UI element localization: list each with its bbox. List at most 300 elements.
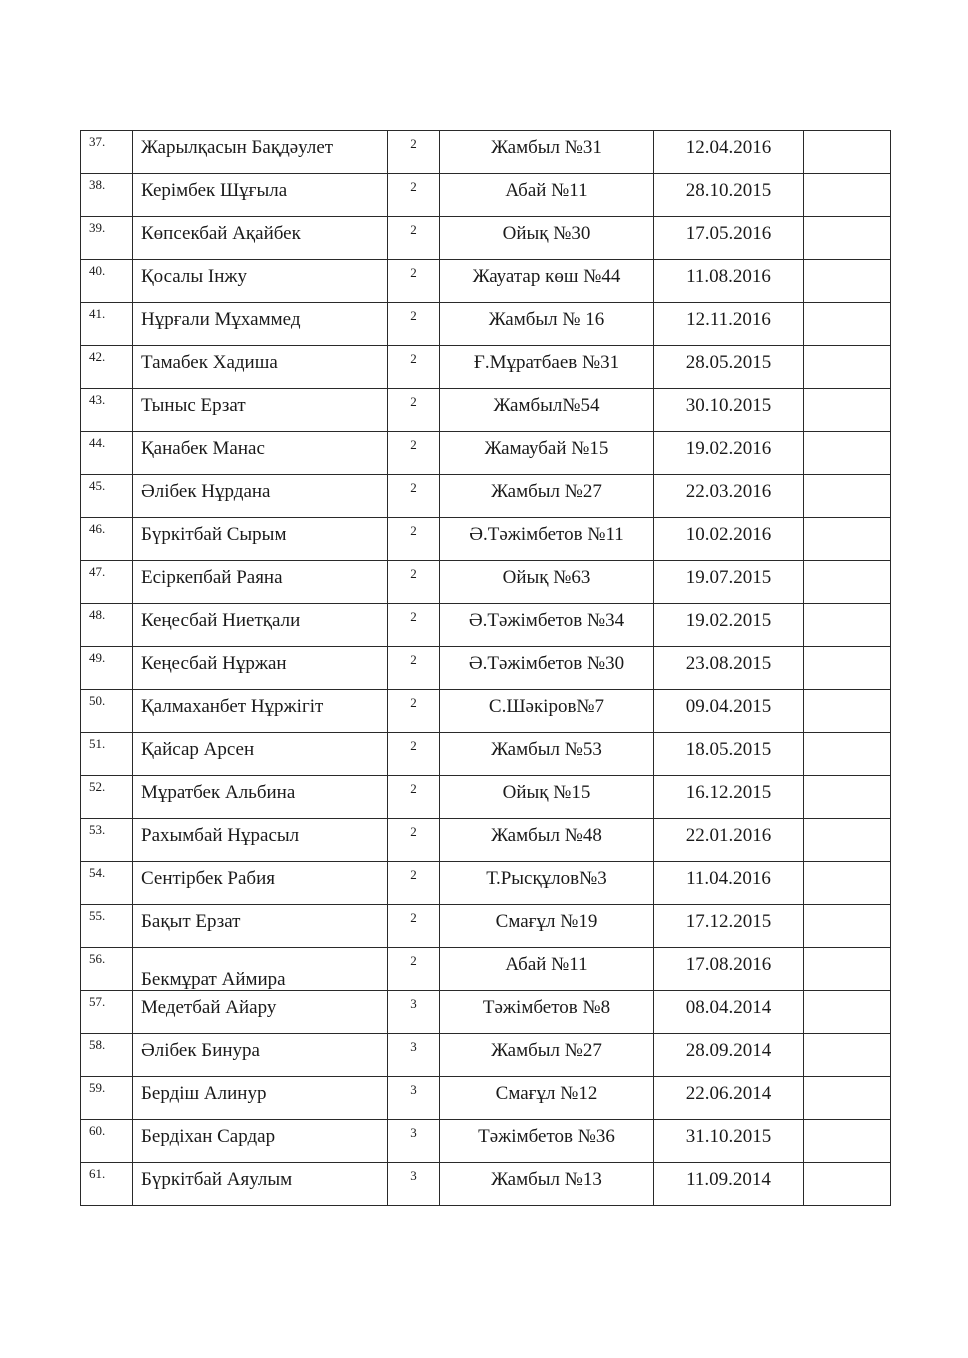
address-cell: С.Шәкіров№7 xyxy=(488,696,605,717)
table-row xyxy=(81,776,891,819)
student-name: Кеңесбай Ниетқали xyxy=(141,610,301,631)
empty-cell xyxy=(804,561,891,604)
address-cell-container xyxy=(440,561,654,604)
row-number-container xyxy=(81,819,133,862)
birth-date-cell-container xyxy=(654,690,804,733)
row-number: 53. xyxy=(89,822,106,837)
grade-cell: 2 xyxy=(410,480,417,495)
address-cell: Ойық №30 xyxy=(502,223,591,244)
address-cell-container xyxy=(440,1034,654,1077)
address-cell: Тәжімбетов №8 xyxy=(482,997,611,1018)
birth-date-cell: 11.04.2016 xyxy=(686,868,771,889)
address-cell: Жамбыл№54 xyxy=(493,395,600,416)
student-name-container xyxy=(133,647,388,690)
student-name: Бердіш Алинур xyxy=(141,1083,267,1104)
birth-date-cell: 11.08.2016 xyxy=(686,266,771,287)
address-cell-container xyxy=(440,260,654,303)
birth-date-cell-container xyxy=(654,1163,804,1206)
row-number: 52. xyxy=(89,779,106,794)
row-number: 39. xyxy=(89,220,106,235)
student-name-container xyxy=(133,1034,388,1077)
address-cell-container xyxy=(440,604,654,647)
student-name: Рахымбай Нұрасыл xyxy=(141,825,300,846)
row-number: 38. xyxy=(89,177,106,192)
birth-date-cell-container xyxy=(654,819,804,862)
address-cell-container xyxy=(440,1120,654,1163)
address-cell-container xyxy=(440,991,654,1034)
grade-cell-container xyxy=(388,518,440,561)
table-row xyxy=(81,346,891,389)
empty-cell xyxy=(804,1034,891,1077)
birth-date-cell-container xyxy=(654,1034,804,1077)
address-cell: Ә.Тәжімбетов №34 xyxy=(468,610,625,631)
table-row xyxy=(81,948,891,991)
document-page xyxy=(80,130,886,1206)
address-cell-container xyxy=(440,690,654,733)
address-cell: Тәжімбетов №36 xyxy=(478,1126,615,1147)
grade-cell-container xyxy=(388,905,440,948)
grade-cell: 2 xyxy=(410,652,417,667)
birth-date-cell-container xyxy=(654,561,804,604)
student-name: Есіркепбай Раяна xyxy=(141,567,283,588)
empty-cell xyxy=(804,819,891,862)
address-cell-container xyxy=(440,346,654,389)
table-row xyxy=(81,905,891,948)
empty-cell xyxy=(804,303,891,346)
birth-date-cell-container xyxy=(654,991,804,1034)
row-number-container xyxy=(81,776,133,819)
address-cell: Ойық №63 xyxy=(502,567,591,588)
student-name-container xyxy=(133,604,388,647)
birth-date-cell: 28.05.2015 xyxy=(685,352,772,373)
empty-cell xyxy=(804,174,891,217)
row-number: 48. xyxy=(89,607,106,622)
address-cell: Абай №11 xyxy=(505,954,588,975)
row-number: 58. xyxy=(89,1037,106,1052)
empty-cell xyxy=(804,905,891,948)
empty-cell xyxy=(804,389,891,432)
grade-cell: 2 xyxy=(410,867,417,882)
row-number-container xyxy=(81,303,133,346)
birth-date-cell-container xyxy=(654,948,804,991)
address-cell-container xyxy=(440,1163,654,1206)
student-name: Медетбай Айару xyxy=(141,997,277,1018)
birth-date-cell-container xyxy=(654,518,804,561)
address-cell-container xyxy=(440,948,654,991)
grade-cell: 2 xyxy=(410,738,417,753)
grade-cell: 2 xyxy=(410,523,417,538)
grade-cell-container xyxy=(388,303,440,346)
address-cell-container xyxy=(440,174,654,217)
row-number-container xyxy=(81,1034,133,1077)
address-cell: Смағұл №19 xyxy=(495,911,598,932)
birth-date-cell: 19.07.2015 xyxy=(685,567,772,588)
address-cell-container xyxy=(440,905,654,948)
birth-date-cell: 22.01.2016 xyxy=(685,825,772,846)
grade-cell: 2 xyxy=(410,824,417,839)
grade-cell: 2 xyxy=(410,351,417,366)
student-name-container xyxy=(133,561,388,604)
birth-date-cell: 12.04.2016 xyxy=(685,137,772,158)
address-cell: Смағұл №12 xyxy=(495,1083,598,1104)
table-row xyxy=(81,217,891,260)
table-row xyxy=(81,1120,891,1163)
birth-date-cell: 22.03.2016 xyxy=(685,481,772,502)
grade-cell-container xyxy=(388,948,440,991)
grade-cell-container xyxy=(388,1120,440,1163)
empty-cell xyxy=(804,991,891,1034)
row-number-container xyxy=(81,1077,133,1120)
birth-date-cell: 23.08.2015 xyxy=(685,653,772,674)
row-number-container xyxy=(81,432,133,475)
row-number: 42. xyxy=(89,349,106,364)
table-row xyxy=(81,1077,891,1120)
student-name-container xyxy=(133,518,388,561)
birth-date-cell-container xyxy=(654,475,804,518)
student-name: Нұрғали Мұхаммед xyxy=(141,309,301,330)
address-cell: Жамбыл №53 xyxy=(491,739,602,760)
empty-cell xyxy=(804,260,891,303)
grade-cell: 2 xyxy=(410,308,417,323)
row-number: 61. xyxy=(89,1166,106,1181)
student-name: Бекмұрат Аймира xyxy=(141,969,286,990)
address-cell: Ә.Тәжімбетов №30 xyxy=(468,653,625,674)
row-number-container xyxy=(81,1120,133,1163)
empty-cell xyxy=(804,518,891,561)
student-name: Әлібек Бинура xyxy=(141,1040,260,1061)
row-number-container xyxy=(81,690,133,733)
table-row xyxy=(81,733,891,776)
row-number-container xyxy=(81,346,133,389)
table-row xyxy=(81,432,891,475)
table-row xyxy=(81,690,891,733)
address-cell-container xyxy=(440,303,654,346)
birth-date-cell: 28.09.2014 xyxy=(685,1040,772,1061)
student-name: Әлібек Нұрдана xyxy=(141,481,271,502)
birth-date-cell-container xyxy=(654,647,804,690)
row-number: 37. xyxy=(89,134,106,149)
address-cell: Жамбыл №27 xyxy=(491,481,602,502)
empty-cell xyxy=(804,862,891,905)
table-row xyxy=(81,174,891,217)
student-name-container xyxy=(133,131,388,174)
birth-date-cell-container xyxy=(654,905,804,948)
birth-date-cell: 08.04.2014 xyxy=(685,997,772,1018)
birth-date-cell-container xyxy=(654,174,804,217)
row-number: 43. xyxy=(89,392,106,407)
row-number-container xyxy=(81,475,133,518)
row-number-container xyxy=(81,604,133,647)
address-cell-container xyxy=(440,647,654,690)
address-cell-container xyxy=(440,217,654,260)
birth-date-cell-container xyxy=(654,776,804,819)
empty-cell xyxy=(804,604,891,647)
table-row xyxy=(81,604,891,647)
row-number: 41. xyxy=(89,306,106,321)
student-table-body xyxy=(81,131,891,1206)
birth-date-cell-container xyxy=(654,604,804,647)
grade-cell-container xyxy=(388,1034,440,1077)
address-cell: Ә.Тәжімбетов №11 xyxy=(469,524,624,545)
empty-cell xyxy=(804,1120,891,1163)
empty-cell xyxy=(804,432,891,475)
grade-cell: 3 xyxy=(410,996,417,1011)
address-cell-container xyxy=(440,1077,654,1120)
grade-cell: 2 xyxy=(410,781,417,796)
address-cell-container xyxy=(440,518,654,561)
address-cell: Жамбыл №48 xyxy=(491,825,602,846)
student-name-container xyxy=(133,1120,388,1163)
grade-cell: 2 xyxy=(410,910,417,925)
grade-cell-container xyxy=(388,690,440,733)
birth-date-cell-container xyxy=(654,346,804,389)
birth-date-cell-container xyxy=(654,260,804,303)
birth-date-cell: 31.10.2015 xyxy=(685,1126,772,1147)
table-row xyxy=(81,647,891,690)
address-cell-container xyxy=(440,131,654,174)
row-number: 55. xyxy=(89,908,106,923)
address-cell: Ойық №15 xyxy=(502,782,591,803)
address-cell: Жамбыл №31 xyxy=(491,137,602,158)
student-name-container xyxy=(133,303,388,346)
grade-cell-container xyxy=(388,862,440,905)
grade-cell: 2 xyxy=(410,222,417,237)
student-name: Қайсар Арсен xyxy=(141,739,255,760)
birth-date-cell-container xyxy=(654,1077,804,1120)
grade-cell-container xyxy=(388,991,440,1034)
row-number: 44. xyxy=(89,435,106,450)
student-name: Кеңесбай Нұржан xyxy=(141,653,287,674)
grade-cell: 3 xyxy=(410,1082,417,1097)
grade-cell: 3 xyxy=(410,1125,417,1140)
table-row xyxy=(81,303,891,346)
student-name-container xyxy=(133,475,388,518)
student-name-container xyxy=(133,776,388,819)
empty-cell xyxy=(804,131,891,174)
student-name: Көпсекбай Ақайбек xyxy=(141,223,301,244)
empty-cell xyxy=(804,346,891,389)
student-name: Жарылқасын Бақдәулет xyxy=(141,137,334,158)
row-number: 59. xyxy=(89,1080,106,1095)
birth-date-cell: 10.02.2016 xyxy=(685,524,772,545)
student-name-container xyxy=(133,1077,388,1120)
grade-cell: 2 xyxy=(410,953,417,968)
row-number: 60. xyxy=(89,1123,106,1138)
birth-date-cell: 22.06.2014 xyxy=(685,1083,772,1104)
student-name-container xyxy=(133,862,388,905)
student-name-container xyxy=(133,174,388,217)
birth-date-cell-container xyxy=(654,432,804,475)
student-name-container xyxy=(133,905,388,948)
empty-cell xyxy=(804,733,891,776)
student-name-container xyxy=(133,991,388,1034)
row-number: 49. xyxy=(89,650,106,665)
address-cell: Жамбыл №27 xyxy=(491,1040,602,1061)
student-name-container xyxy=(133,819,388,862)
student-name: Қалмаханбет Нұржігіт xyxy=(141,696,324,717)
grade-cell-container xyxy=(388,776,440,819)
grade-cell-container xyxy=(388,174,440,217)
student-table xyxy=(80,130,891,1206)
birth-date-cell-container xyxy=(654,1120,804,1163)
address-cell-container xyxy=(440,733,654,776)
address-cell-container xyxy=(440,432,654,475)
grade-cell: 2 xyxy=(410,609,417,624)
row-number-container xyxy=(81,389,133,432)
row-number: 46. xyxy=(89,521,106,536)
row-number: 50. xyxy=(89,693,106,708)
row-number-container xyxy=(81,131,133,174)
grade-cell-container xyxy=(388,561,440,604)
grade-cell: 2 xyxy=(410,695,417,710)
birth-date-cell: 17.08.2016 xyxy=(685,954,772,975)
empty-cell xyxy=(804,647,891,690)
grade-cell-container xyxy=(388,604,440,647)
table-row xyxy=(81,389,891,432)
birth-date-cell: 09.04.2015 xyxy=(685,696,772,717)
grade-cell-container xyxy=(388,217,440,260)
address-cell: Жамаубай №15 xyxy=(484,438,609,459)
row-number: 54. xyxy=(89,865,106,880)
grade-cell: 2 xyxy=(410,265,417,280)
address-cell: Ғ.Мұратбаев №31 xyxy=(473,352,620,373)
student-name-container xyxy=(133,389,388,432)
grade-cell: 3 xyxy=(410,1039,417,1054)
row-number-container xyxy=(81,561,133,604)
empty-cell xyxy=(804,776,891,819)
grade-cell: 2 xyxy=(410,394,417,409)
empty-cell xyxy=(804,1077,891,1120)
birth-date-cell: 11.09.2014 xyxy=(686,1169,771,1190)
student-name: Қанабек Манас xyxy=(141,438,265,459)
table-row xyxy=(81,991,891,1034)
grade-cell-container xyxy=(388,260,440,303)
row-number-container xyxy=(81,174,133,217)
grade-cell: 2 xyxy=(410,437,417,452)
student-name-container xyxy=(133,733,388,776)
table-row xyxy=(81,819,891,862)
row-number: 57. xyxy=(89,994,106,1009)
empty-cell xyxy=(804,217,891,260)
table-row xyxy=(81,260,891,303)
grade-cell-container xyxy=(388,1077,440,1120)
birth-date-cell: 16.12.2015 xyxy=(685,782,772,803)
student-name-container xyxy=(133,217,388,260)
address-cell: Жамбыл № 16 xyxy=(488,309,605,330)
birth-date-cell-container xyxy=(654,303,804,346)
table-row xyxy=(81,561,891,604)
birth-date-cell-container xyxy=(654,389,804,432)
birth-date-cell: 28.10.2015 xyxy=(685,180,772,201)
student-name: Тыныс Ерзат xyxy=(141,395,246,416)
grade-cell-container xyxy=(388,647,440,690)
table-row xyxy=(81,862,891,905)
row-number: 51. xyxy=(89,736,106,751)
birth-date-cell-container xyxy=(654,217,804,260)
row-number-container xyxy=(81,260,133,303)
student-name-container xyxy=(133,948,388,991)
grade-cell-container xyxy=(388,389,440,432)
student-name: Керімбек Шұғыла xyxy=(141,180,288,201)
address-cell: Жамбыл №13 xyxy=(491,1169,602,1190)
birth-date-cell: 30.10.2015 xyxy=(685,395,772,416)
grade-cell: 3 xyxy=(410,1168,417,1183)
student-name-container xyxy=(133,346,388,389)
birth-date-cell: 17.05.2016 xyxy=(685,223,772,244)
table-row xyxy=(81,1034,891,1077)
address-cell: Жауатар көш №44 xyxy=(472,266,621,287)
row-number-container xyxy=(81,948,133,991)
student-name-container xyxy=(133,690,388,733)
empty-cell xyxy=(804,475,891,518)
row-number: 56. xyxy=(89,951,106,966)
grade-cell-container xyxy=(388,346,440,389)
grade-cell-container xyxy=(388,475,440,518)
grade-cell: 2 xyxy=(410,566,417,581)
row-number: 47. xyxy=(89,564,106,579)
row-number-container xyxy=(81,991,133,1034)
student-name: Бақыт Ерзат xyxy=(141,911,241,932)
birth-date-cell: 12.11.2016 xyxy=(686,309,771,330)
table-row xyxy=(81,475,891,518)
grade-cell-container xyxy=(388,1163,440,1206)
student-name: Тамабек Хадиша xyxy=(141,352,278,373)
row-number-container xyxy=(81,1163,133,1206)
birth-date-cell: 18.05.2015 xyxy=(685,739,772,760)
student-name: Сентірбек Рабия xyxy=(141,868,275,889)
birth-date-cell: 17.12.2015 xyxy=(685,911,772,932)
birth-date-cell-container xyxy=(654,733,804,776)
address-cell-container xyxy=(440,475,654,518)
birth-date-cell: 19.02.2016 xyxy=(685,438,772,459)
student-name-container xyxy=(133,260,388,303)
address-cell-container xyxy=(440,862,654,905)
table-row xyxy=(81,1163,891,1206)
student-name: Қосалы Інжу xyxy=(141,266,248,287)
row-number-container xyxy=(81,217,133,260)
birth-date-cell: 19.02.2015 xyxy=(685,610,772,631)
student-name: Бүркітбай Аяулым xyxy=(141,1169,293,1190)
student-name: Бүркітбай Сырым xyxy=(141,524,287,545)
address-cell: Т.Рысқұлов№3 xyxy=(486,868,607,889)
empty-cell xyxy=(804,948,891,991)
address-cell-container xyxy=(440,776,654,819)
grade-cell: 2 xyxy=(410,179,417,194)
empty-cell xyxy=(804,690,891,733)
row-number: 40. xyxy=(89,263,106,278)
birth-date-cell-container xyxy=(654,862,804,905)
grade-cell-container xyxy=(388,131,440,174)
student-name: Мұратбек Альбина xyxy=(141,782,296,803)
table-row xyxy=(81,131,891,174)
row-number: 45. xyxy=(89,478,106,493)
address-cell-container xyxy=(440,389,654,432)
row-number-container xyxy=(81,905,133,948)
empty-cell xyxy=(804,1163,891,1206)
birth-date-cell-container xyxy=(654,131,804,174)
student-name-container xyxy=(133,1163,388,1206)
student-name-container xyxy=(133,432,388,475)
row-number-container xyxy=(81,647,133,690)
student-name: Бердіхан Сардар xyxy=(141,1126,276,1147)
grade-cell-container xyxy=(388,432,440,475)
grade-cell-container xyxy=(388,819,440,862)
grade-cell-container xyxy=(388,733,440,776)
table-row xyxy=(81,518,891,561)
address-cell-container xyxy=(440,819,654,862)
row-number-container xyxy=(81,518,133,561)
address-cell: Абай №11 xyxy=(505,180,588,201)
